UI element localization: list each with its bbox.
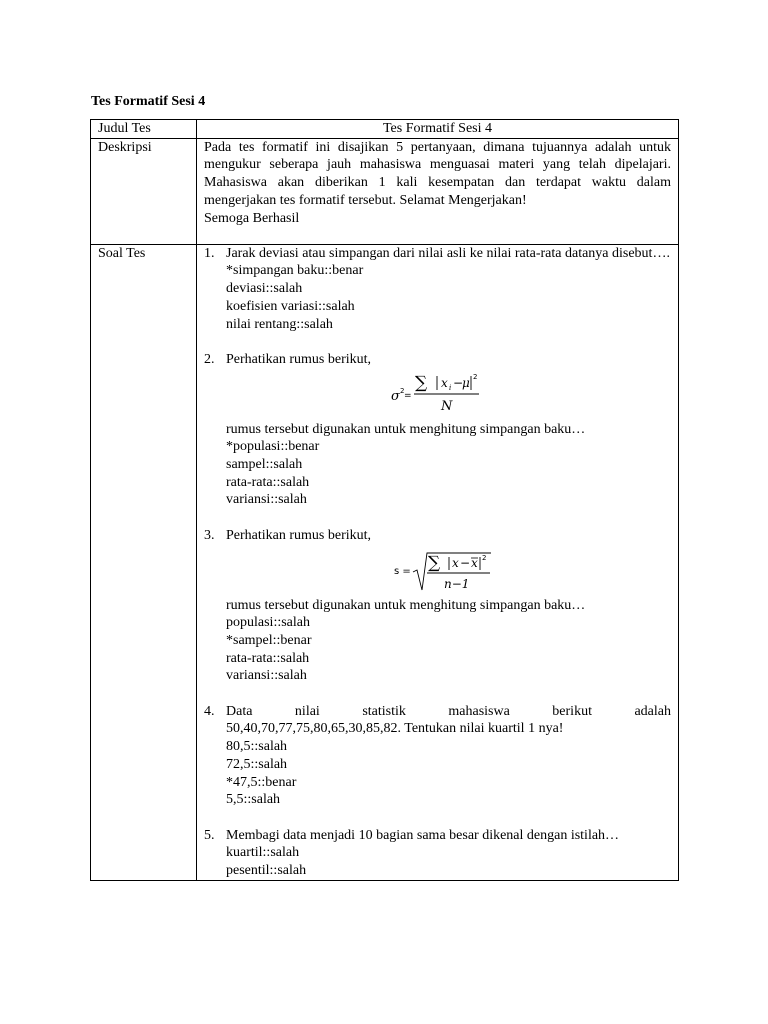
option: 5,5::salah [226,792,281,808]
question-1 [204,245,671,334]
formula-minus: − [453,375,464,390]
deskripsi-text: Pada tes formatif ini disajikan 5 pertanyaan, dimana tujuannya adalah untuk mengukur seberapa jauh mahasiswa menguasai materi yang telah dipelajari. Mahasiswa akan diberikan 1 kali kesempatan dan terdapat waktu dalam mengerjakan tes formatif tersebut. Selamat Mengerjakan! [204,139,671,208]
row-soal [91,244,679,880]
formula-x: x [452,555,459,570]
option: 80,5::salah [226,739,288,755]
question-4 [204,703,671,809]
formula-minus: − [460,555,471,570]
question-stem: Jarak deviasi atau simpangan dari nilai asli ke nilai rata-rata datanya disebut…. [226,245,670,261]
formula-sub-i: i [449,383,452,392]
question-number: 3. [204,527,215,543]
formula-s: s = [394,565,411,577]
option: variansi::salah [226,492,307,508]
formula-sum: ∑ [428,552,441,573]
formula-population-sd [226,369,671,421]
option: 72,5::salah [226,756,288,772]
question-stem-line2: 50,40,70,77,75,80,65,30,85,82. Tentukan nilai kuartil 1 nya! [226,721,564,737]
question-number: 2. [204,351,215,367]
option: rata-rata::salah [226,650,310,666]
test-table [90,119,679,881]
formula-sample-sd [226,545,671,597]
deskripsi-cell [197,138,679,244]
formula-denominator: n−1 [444,576,470,591]
option: kuartil::salah [226,845,300,861]
row-deskripsi [91,138,679,244]
question-list [204,245,671,880]
formula-square: 2 [473,372,478,381]
deskripsi-closing: Semoga Berhasil [204,210,300,226]
label-judul-tes: Judul Tes [91,120,197,139]
formula-sigma-exp: 2 [400,386,405,395]
question-5 [204,827,671,880]
option: *populasi::benar [226,439,320,455]
formula-sum: ∑ [415,372,428,393]
question-followup: rumus tersebut digunakan untuk menghitung simpangan baku… [226,421,586,437]
option: sampel::salah [226,457,303,473]
question-followup: rumus tersebut digunakan untuk menghitung simpangan baku… [226,597,586,613]
formula-sigma: σ [391,388,400,404]
question-number: 5. [204,827,215,843]
option: nilai rentang::salah [226,316,333,332]
option: pesentil::salah [226,863,307,879]
formula-equals: = [404,390,412,401]
formula-mu: μ [462,375,470,390]
option: koefisien variasi::salah [226,298,355,314]
question-number: 1. [204,245,215,261]
question-stem: Membagi data menjadi 10 bagian sama besar dikenal dengan istilah… [226,827,620,843]
option: *47,5::benar [226,774,297,790]
question-stem-line1: Data nilai statistik mahasiswa berikut adalah [226,703,671,719]
formula-square: 2 [482,553,487,562]
label-deskripsi: Deskripsi [91,138,197,244]
formula-x: x [441,375,448,390]
formula-xbar: x [471,555,478,570]
option: *sampel::benar [226,632,312,648]
question-2 [204,351,671,509]
formula-denominator: N [441,398,453,414]
option: deviasi::salah [226,281,303,297]
label-soal-tes: Soal Tes [91,244,197,880]
question-stem: Perhatikan rumus berikut, [226,351,372,367]
option: populasi::salah [226,615,310,631]
formula-svg [394,545,504,597]
row-judul [91,120,679,139]
formula-svg [388,369,498,421]
question-3 [204,527,671,685]
soal-cell [197,244,679,880]
question-number: 4. [204,703,215,719]
page-title: Tes Formatif Sesi 4 [91,94,206,109]
option: variansi::salah [226,668,307,684]
question-stem: Perhatikan rumus berikut, [226,527,372,543]
value-judul-tes: Tes Formatif Sesi 4 [197,120,679,139]
option: rata-rata::salah [226,474,310,490]
option: *simpangan baku::benar [226,263,364,279]
